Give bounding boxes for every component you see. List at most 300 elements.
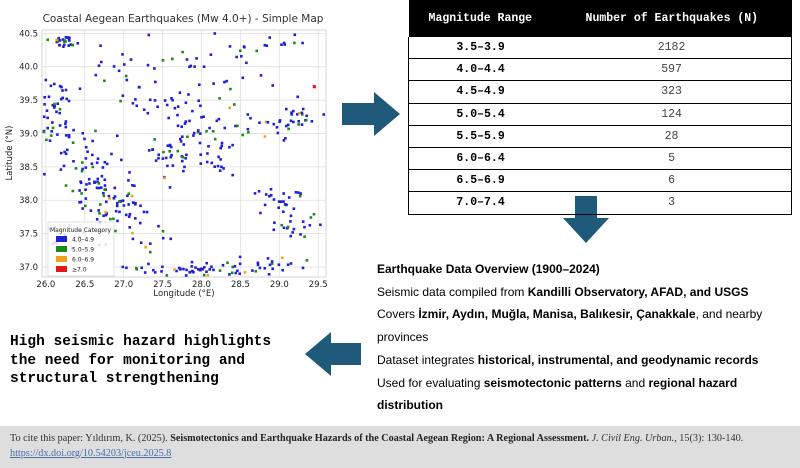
earthquake-point bbox=[104, 161, 107, 164]
earthquake-point bbox=[136, 268, 139, 271]
earthquake-point bbox=[238, 272, 241, 275]
earthquake-point bbox=[251, 269, 254, 272]
earthquake-point bbox=[180, 125, 183, 128]
overview-line-usage bbox=[377, 372, 795, 417]
earthquake-point bbox=[231, 272, 234, 275]
earthquake-point bbox=[280, 224, 283, 227]
earthquake-point bbox=[113, 197, 116, 200]
citation-bar bbox=[0, 426, 800, 468]
hazard-statement: High seismic hazard highlights the need for monitoring and structural strengthening bbox=[10, 334, 272, 387]
earthquake-point bbox=[191, 110, 194, 113]
earthquake-point bbox=[197, 99, 200, 102]
earthquake-point bbox=[105, 201, 108, 204]
earthquake-point bbox=[207, 145, 210, 148]
x-tick-label: 27.5 bbox=[153, 280, 173, 290]
earthquake-point bbox=[208, 268, 211, 271]
earthquake-point bbox=[63, 165, 66, 168]
earthquake-point bbox=[168, 150, 171, 153]
earthquake-point bbox=[245, 62, 248, 65]
earthquake-point bbox=[60, 168, 63, 171]
earthquake-point bbox=[271, 84, 274, 87]
earthquake-point bbox=[96, 218, 99, 221]
earthquake-point bbox=[289, 220, 292, 223]
earthquake-point bbox=[280, 200, 283, 203]
earthquake-point bbox=[99, 44, 102, 47]
earthquake-point bbox=[303, 226, 306, 229]
overview-text: Seismic data compiled from bbox=[377, 284, 528, 299]
legend-label-4: 4.0–4.9 bbox=[72, 236, 95, 244]
earthquake-point bbox=[195, 57, 198, 60]
earthquake-point bbox=[190, 65, 193, 68]
earthquake-point bbox=[200, 268, 203, 271]
earthquake-point bbox=[45, 79, 48, 82]
earthquake-point bbox=[102, 214, 105, 217]
earthquake-point bbox=[177, 125, 180, 128]
earthquake-point bbox=[130, 58, 133, 61]
earthquake-point bbox=[183, 166, 186, 169]
earthquake-point bbox=[95, 74, 98, 77]
earthquake-point bbox=[115, 210, 118, 213]
earthquake-point bbox=[301, 123, 304, 126]
earthquake-point bbox=[81, 161, 84, 164]
earthquake-point bbox=[212, 82, 215, 85]
x-axis-label: Longitude (°E) bbox=[153, 289, 215, 299]
overview-bold-text: İzmir, Aydın, Muğla, Manisa, Balıkesir, Çanakkale bbox=[418, 307, 696, 322]
earthquake-point bbox=[239, 256, 242, 259]
earthquake-point bbox=[287, 124, 290, 127]
earthquake-point bbox=[206, 161, 209, 164]
earthquake-point bbox=[80, 182, 83, 185]
earthquake-point bbox=[138, 86, 141, 89]
earthquake-point bbox=[92, 166, 95, 169]
earthquake-point bbox=[46, 109, 49, 112]
earthquake-point bbox=[233, 103, 236, 106]
earthquake-point bbox=[264, 267, 267, 270]
earthquake-point bbox=[122, 266, 125, 269]
earthquake-point bbox=[294, 34, 297, 37]
earthquake-point bbox=[100, 186, 103, 189]
count-cell: 2182 bbox=[552, 37, 791, 59]
count-cell: 28 bbox=[552, 125, 791, 147]
earthquake-point bbox=[293, 42, 296, 45]
earthquake-point bbox=[221, 142, 224, 145]
earthquake-point bbox=[279, 119, 282, 122]
earthquake-point bbox=[119, 100, 122, 103]
earthquake-point bbox=[53, 83, 56, 86]
earthquake-point bbox=[247, 113, 250, 116]
earthquake-point bbox=[203, 274, 206, 277]
earthquake-point bbox=[78, 189, 81, 192]
earthquake-point bbox=[267, 121, 270, 124]
earthquake-point bbox=[84, 188, 87, 191]
earthquake-point bbox=[187, 93, 190, 96]
earthquake-point bbox=[303, 235, 306, 238]
earthquake-point bbox=[43, 103, 46, 106]
earthquake-point bbox=[218, 97, 221, 100]
earthquake-point bbox=[131, 184, 134, 187]
earthquake-point bbox=[213, 165, 216, 168]
earthquake-point bbox=[65, 134, 68, 137]
earthquake-point bbox=[50, 85, 53, 88]
earthquake-point bbox=[190, 265, 193, 268]
overview-text: , and nearby provinces bbox=[377, 307, 763, 345]
earthquake-point bbox=[297, 120, 300, 123]
earthquake-point bbox=[109, 218, 112, 221]
x-tick-label: 28.0 bbox=[192, 280, 211, 290]
overview-text: Used for evaluating bbox=[377, 375, 484, 390]
earthquake-point bbox=[189, 271, 192, 274]
table-row bbox=[409, 37, 792, 59]
earthquake-point bbox=[67, 44, 70, 47]
earthquake-point bbox=[226, 261, 229, 264]
earthquake-point bbox=[63, 151, 66, 154]
earthquake-point bbox=[210, 53, 213, 56]
earthquake-point bbox=[43, 96, 46, 99]
y-tick-label: 37.5 bbox=[19, 229, 38, 240]
earthquake-point bbox=[241, 134, 244, 137]
earthquake-point bbox=[319, 224, 322, 227]
earthquake-point bbox=[225, 80, 228, 83]
earthquake-point bbox=[197, 129, 200, 132]
earthquake-point bbox=[157, 153, 160, 156]
earthquake-point bbox=[140, 241, 143, 244]
earthquake-point bbox=[75, 167, 78, 170]
earthquake-point bbox=[125, 75, 128, 78]
earthquake-point bbox=[118, 211, 121, 214]
earthquake-point bbox=[98, 182, 101, 185]
earthquake-point bbox=[114, 230, 117, 233]
earthquake-point bbox=[114, 187, 117, 190]
earthquake-point bbox=[271, 260, 274, 263]
earthquake-point bbox=[247, 128, 250, 131]
earthquake-point bbox=[160, 270, 163, 273]
earthquake-point bbox=[156, 106, 159, 109]
table-row bbox=[409, 170, 792, 192]
earthquake-point bbox=[90, 209, 93, 212]
earthquake-point bbox=[161, 266, 164, 269]
earthquake-point bbox=[302, 220, 305, 223]
earthquake-point bbox=[298, 112, 301, 115]
overview-bold-text: regional hazard distribution bbox=[377, 375, 738, 413]
earthquake-point bbox=[102, 192, 105, 195]
legend-swatch-5 bbox=[56, 246, 67, 252]
legend-swatch-6 bbox=[56, 256, 67, 262]
earthquake-point bbox=[293, 207, 296, 210]
earthquake-point bbox=[258, 190, 261, 193]
earthquake-point bbox=[211, 162, 214, 165]
earthquake-point bbox=[154, 99, 157, 102]
earthquake-point bbox=[110, 153, 113, 156]
earthquake-point bbox=[59, 124, 62, 127]
earthquake-point bbox=[167, 117, 170, 120]
earthquake-point bbox=[271, 268, 274, 271]
table-row bbox=[409, 125, 792, 147]
earthquake-point bbox=[139, 222, 142, 225]
earthquake-point bbox=[72, 190, 75, 193]
y-axis-label: Latitude (°N) bbox=[5, 125, 15, 181]
earthquake-point bbox=[283, 43, 286, 46]
earthquake-scatter-map bbox=[0, 0, 335, 305]
earthquake-point bbox=[199, 142, 202, 145]
overview-bold-text: seismotectonic patterns bbox=[483, 375, 622, 390]
earthquake-point bbox=[235, 272, 238, 275]
earthquake-point bbox=[116, 220, 119, 223]
earthquake-point bbox=[85, 157, 88, 160]
earthquake-point bbox=[301, 42, 304, 45]
earthquake-point bbox=[259, 212, 262, 215]
earthquake-point bbox=[277, 206, 280, 209]
earthquake-point bbox=[166, 274, 169, 277]
citation-details: , 15(3): 130-140. bbox=[674, 433, 744, 444]
earthquake-point bbox=[118, 70, 121, 73]
earthquake-point bbox=[220, 166, 223, 169]
earthquake-point bbox=[170, 154, 173, 157]
earthquake-point bbox=[55, 111, 58, 114]
earthquake-point bbox=[147, 263, 150, 266]
count-cell: 323 bbox=[552, 81, 791, 103]
earthquake-point bbox=[79, 87, 82, 90]
x-tick-label: 29.0 bbox=[269, 280, 289, 290]
earthquake-point bbox=[112, 218, 115, 221]
earthquake-point bbox=[297, 191, 300, 194]
y-tick-labels bbox=[19, 29, 38, 273]
earthquake-point bbox=[229, 88, 232, 91]
legend-label-6: 6.0–6.9 bbox=[72, 256, 95, 264]
earthquake-point bbox=[280, 43, 283, 46]
legend-swatch-7 bbox=[56, 266, 67, 272]
earthquake-point bbox=[97, 178, 100, 181]
earthquake-point bbox=[239, 49, 242, 52]
earthquake-point bbox=[128, 192, 131, 195]
earthquake-point bbox=[202, 115, 205, 118]
earthquake-point bbox=[249, 117, 252, 120]
earthquake-point bbox=[128, 215, 131, 218]
earthquake-point bbox=[162, 59, 165, 62]
earthquake-point bbox=[212, 269, 215, 272]
earthquake-point bbox=[264, 204, 267, 207]
overview-text: and bbox=[621, 375, 649, 390]
arrow-left-icon bbox=[305, 332, 361, 376]
earthquake-point bbox=[287, 226, 290, 229]
earthquake-point bbox=[152, 269, 155, 272]
earthquake-point bbox=[59, 108, 62, 111]
earthquake-point bbox=[259, 267, 262, 270]
earthquake-point bbox=[61, 89, 64, 92]
earthquake-point bbox=[236, 125, 239, 128]
earthquake-point bbox=[96, 161, 99, 164]
scatter-plot-svg bbox=[0, 0, 335, 305]
earthquake-point bbox=[273, 221, 276, 224]
x-tick-label: 26.0 bbox=[36, 280, 56, 290]
table-header-row bbox=[409, 0, 792, 37]
x-tick-label: 26.5 bbox=[75, 280, 95, 290]
earthquake-point bbox=[171, 99, 174, 102]
earthquake-point bbox=[52, 127, 55, 130]
earthquake-point bbox=[243, 45, 246, 48]
earthquake-point bbox=[65, 120, 68, 123]
earthquake-point bbox=[148, 34, 151, 37]
earthquake-point bbox=[166, 104, 169, 107]
earthquake-point bbox=[116, 135, 119, 138]
earthquake-point bbox=[85, 183, 88, 186]
count-cell: 5 bbox=[552, 147, 791, 169]
x-tick-label: 28.5 bbox=[230, 280, 250, 290]
earthquake-point bbox=[65, 184, 68, 187]
earthquake-point bbox=[46, 127, 49, 130]
earthquake-point bbox=[257, 264, 260, 267]
earthquake-point bbox=[100, 61, 103, 64]
earthquake-point bbox=[50, 130, 53, 133]
earthquake-point bbox=[282, 192, 285, 195]
earthquake-point bbox=[218, 118, 221, 121]
earthquake-point bbox=[212, 130, 215, 133]
earthquake-point bbox=[287, 263, 290, 266]
earthquake-point bbox=[283, 227, 286, 230]
earthquake-point bbox=[143, 108, 146, 111]
earthquake-point bbox=[103, 188, 106, 191]
earthquake-point bbox=[270, 188, 273, 191]
earthquake-point bbox=[169, 144, 172, 147]
earthquake-point bbox=[178, 267, 181, 270]
earthquake-point bbox=[311, 120, 314, 123]
earthquake-point bbox=[267, 257, 270, 260]
earthquake-point bbox=[85, 197, 88, 200]
earthquake-point bbox=[244, 271, 247, 274]
earthquake-point bbox=[86, 150, 89, 153]
earthquake-point bbox=[198, 83, 201, 86]
earthquake-point bbox=[266, 44, 269, 47]
earthquake-point bbox=[84, 205, 87, 208]
earthquake-point bbox=[172, 164, 175, 167]
range-cell: 4.0–4.4 bbox=[409, 59, 553, 81]
earthquake-point bbox=[265, 193, 268, 196]
earthquake-point bbox=[255, 50, 258, 53]
x-tick-label: 27.0 bbox=[114, 280, 134, 290]
earthquake-point bbox=[101, 175, 104, 178]
earthquake-point bbox=[149, 242, 152, 245]
range-cell: 5.5–5.9 bbox=[409, 125, 553, 147]
earthquake-point bbox=[162, 157, 165, 160]
y-tick-label: 38.0 bbox=[19, 196, 38, 207]
earthquake-point bbox=[192, 271, 195, 274]
earthquake-point bbox=[103, 195, 106, 198]
earthquake-point bbox=[231, 174, 234, 177]
earthquake-point bbox=[183, 143, 186, 146]
earthquake-point bbox=[104, 184, 107, 187]
citation-title: Seismotectonics and Earthquake Hazards of the Coastal Aegean Region: A Regional Assessment. bbox=[170, 433, 590, 444]
earthquake-point bbox=[282, 210, 285, 213]
earthquake-point bbox=[239, 263, 242, 266]
earthquake-point bbox=[51, 121, 54, 124]
earthquake-point bbox=[273, 229, 276, 232]
earthquake-point bbox=[65, 89, 68, 92]
earthquake-point bbox=[50, 134, 53, 137]
earthquake-point bbox=[297, 123, 300, 126]
earthquake-point bbox=[180, 140, 183, 143]
y-tick-label: 38.5 bbox=[19, 162, 38, 173]
earthquake-point bbox=[278, 263, 281, 266]
earthquake-point bbox=[193, 65, 196, 68]
earthquake-point bbox=[163, 177, 166, 180]
earthquake-point bbox=[43, 173, 46, 176]
earthquake-point bbox=[148, 149, 151, 152]
earthquake-point bbox=[182, 170, 185, 173]
range-cell: 4.5–4.9 bbox=[409, 81, 553, 103]
earthquake-point bbox=[214, 32, 217, 35]
earthquake-point bbox=[181, 135, 184, 138]
earthquake-point bbox=[301, 112, 304, 115]
earthquake-point bbox=[185, 269, 188, 272]
earthquake-point bbox=[65, 126, 68, 129]
earthquake-point bbox=[224, 127, 227, 130]
earthquake-point bbox=[186, 136, 189, 139]
earthquake-point bbox=[132, 202, 135, 205]
earthquake-point bbox=[185, 154, 188, 157]
earthquake-point bbox=[68, 134, 71, 137]
earthquake-point bbox=[162, 237, 165, 240]
earthquake-point bbox=[116, 205, 119, 208]
earthquake-point bbox=[293, 228, 296, 231]
earthquake-point bbox=[93, 181, 96, 184]
earthquake-point bbox=[126, 79, 129, 82]
y-tick-label: 37.0 bbox=[19, 262, 38, 273]
header-number-of-earthquakes: Number of Earthquakes (N) bbox=[552, 0, 791, 37]
earthquake-point bbox=[290, 113, 293, 116]
earthquake-point bbox=[229, 45, 232, 48]
earthquake-point bbox=[306, 259, 309, 262]
earthquake-point bbox=[136, 105, 139, 108]
earthquake-point bbox=[139, 205, 142, 208]
earthquake-point bbox=[81, 132, 84, 135]
earthquake-point bbox=[182, 268, 185, 271]
earthquake-point bbox=[247, 131, 250, 134]
earthquake-point bbox=[285, 108, 288, 111]
earthquake-point bbox=[53, 103, 56, 106]
earthquake-point bbox=[48, 96, 51, 99]
earthquake-point bbox=[61, 97, 64, 100]
earthquake-point bbox=[122, 94, 125, 97]
citation-doi-link[interactable]: https://dx.doi.org/10.54203/jceu.2025.8 bbox=[10, 447, 172, 459]
table-row bbox=[409, 59, 792, 81]
table-row bbox=[409, 103, 792, 125]
earthquake-point bbox=[104, 211, 107, 214]
earthquake-point bbox=[228, 107, 231, 110]
earthquake-point bbox=[45, 139, 48, 142]
earthquake-point bbox=[192, 134, 195, 137]
earthquake-point bbox=[258, 121, 261, 124]
earthquake-point bbox=[199, 153, 202, 156]
earthquake-point bbox=[281, 269, 284, 272]
earthquake-point bbox=[205, 262, 208, 265]
earthquake-point bbox=[287, 128, 290, 131]
overview-line-sources bbox=[377, 281, 795, 304]
earthquake-point bbox=[77, 42, 80, 45]
count-cell: 124 bbox=[552, 103, 791, 125]
earthquake-point bbox=[65, 36, 68, 39]
earthquake-point-major bbox=[313, 85, 316, 88]
earthquake-point bbox=[97, 157, 100, 160]
earthquake-point bbox=[268, 273, 271, 276]
earthquake-point bbox=[91, 162, 94, 165]
earthquake-point bbox=[94, 130, 97, 133]
earthquake-point bbox=[169, 186, 172, 189]
earthquake-point bbox=[154, 81, 157, 84]
earthquake-point bbox=[221, 145, 224, 148]
earthquake-point bbox=[305, 119, 308, 122]
earthquake-point bbox=[194, 266, 197, 269]
earthquake-point bbox=[102, 166, 105, 169]
earthquake-point bbox=[58, 112, 61, 115]
